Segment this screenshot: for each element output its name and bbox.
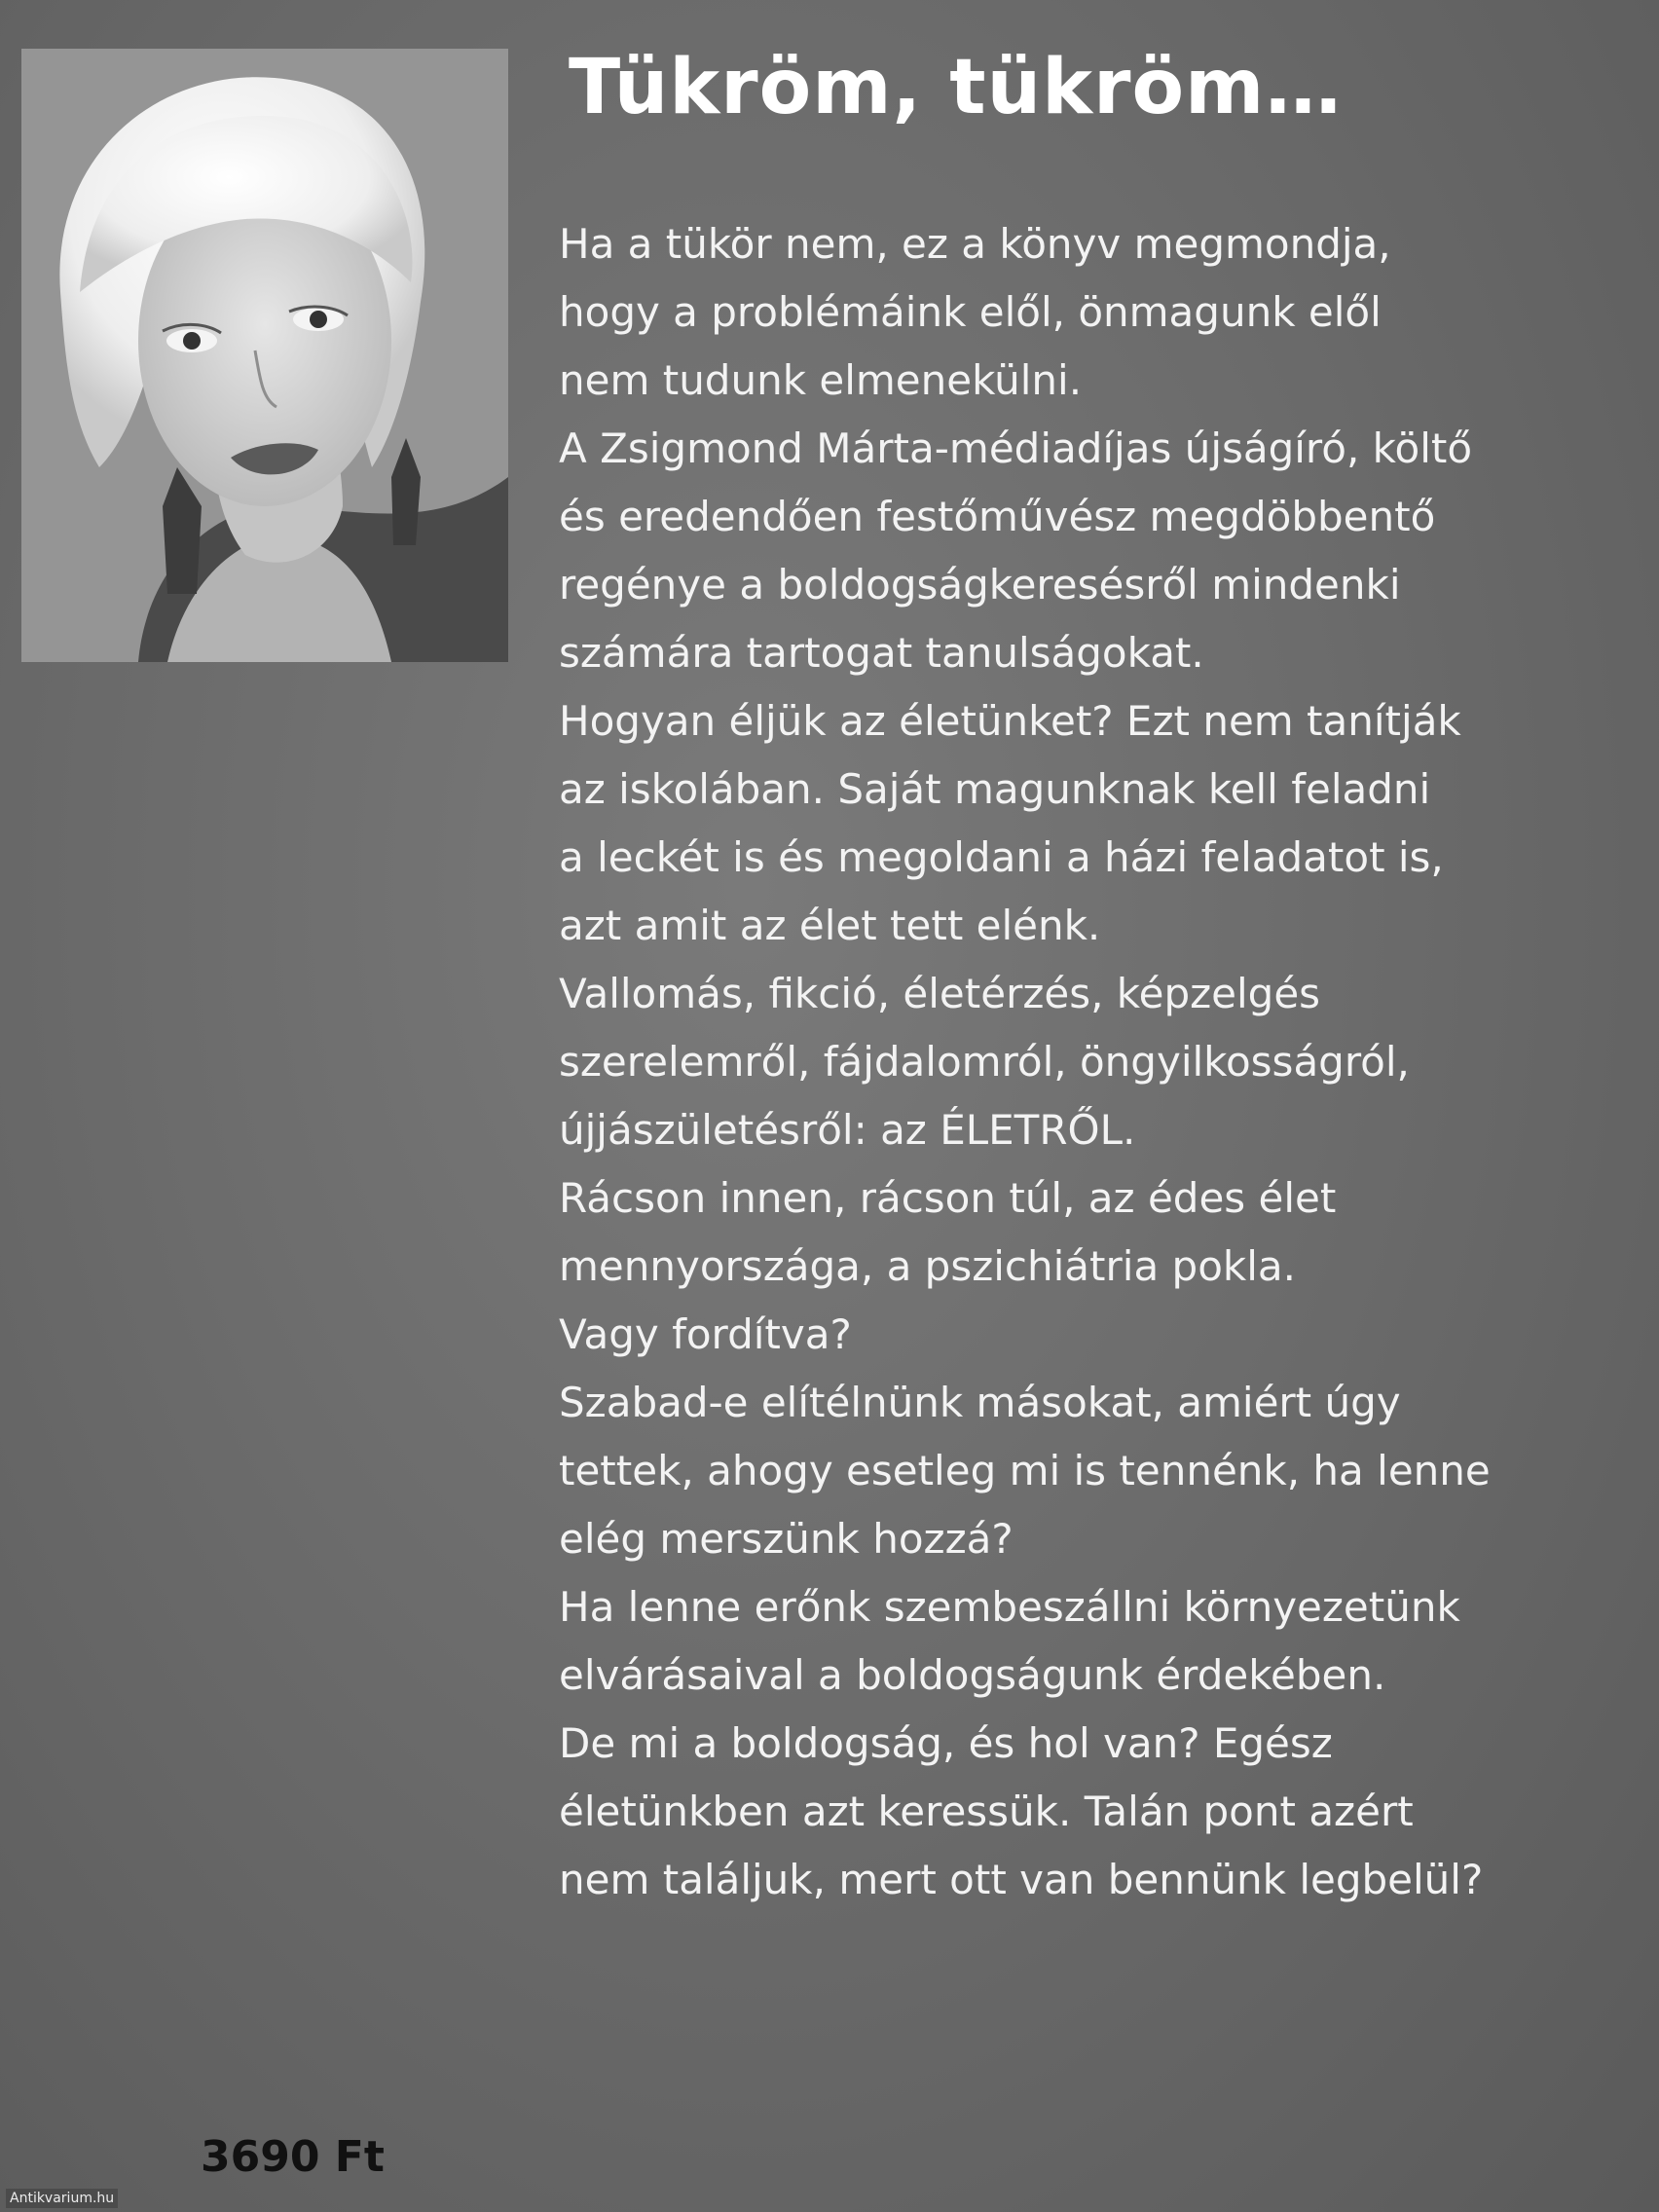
blurb-line: mennyországa, a pszichiátria pokla. [559,1242,1296,1290]
blurb-line: Ha a tükör nem, ez a könyv megmondja, [559,220,1391,268]
blurb-line: és eredendően festőművész megdöbbentő [559,493,1436,540]
blurb-line: Vallomás, fikció, életérzés, képzelgés [559,970,1321,1017]
blurb-line: regénye a boldogságkeresésről mindenki [559,561,1401,608]
blurb-line: A Zsigmond Márta-médiadíjas újságíró, költő [559,424,1473,472]
blurb-line: De mi a boldogság, és hol van? Egész [559,1719,1333,1767]
blurb-line: Szabad-e elítélnünk másokat, amiért úgy [559,1379,1401,1426]
blurb-line: életünkben azt keressük. Talán pont azért [559,1788,1414,1835]
watermark-text: Antikvarium.hu [6,2189,118,2208]
book-blurb [559,210,1630,1914]
blurb-line: számára tartogat tanulságokat. [559,629,1204,677]
blurb-line: Hogyan éljük az életünket? Ezt nem tanítják [559,697,1461,745]
blurb-line: nem találjuk, mert ott van bennünk legbelül? [559,1856,1484,1903]
blurb-line: tettek, ahogy esetleg mi is tennénk, ha lenne [559,1447,1491,1494]
blurb-line: a leckét is és megoldani a házi feladatot is, [559,833,1444,881]
blurb-line: elvárásaival a boldogságunk érdekében. [559,1651,1386,1699]
author-photo [21,49,508,662]
blurb-line: az iskolában. Saját magunknak kell feladni [559,765,1431,813]
blurb-line: elég merszünk hozzá? [559,1515,1014,1563]
book-title: Tükröm, tükröm… [569,44,1343,131]
blurb-line: azt amit az élet tett elénk. [559,902,1101,949]
blurb-line: újjászületésről: az ÉLETRŐL. [559,1106,1136,1154]
book-price: 3690 Ft [201,2132,385,2182]
blurb-line: Rácson innen, rácson túl, az édes élet [559,1174,1337,1222]
author-portrait-image [21,49,508,662]
blurb-line: szerelemről, fájdalomról, öngyilkosságról, [559,1038,1410,1086]
blurb-line: Vagy fordítva? [559,1310,852,1358]
blurb-line: Ha lenne erőnk szembeszállni környezetünk [559,1583,1460,1631]
blurb-line: hogy a problémáink elől, önmagunk elől [559,288,1382,336]
blurb-line: nem tudunk elmenekülni. [559,356,1083,404]
